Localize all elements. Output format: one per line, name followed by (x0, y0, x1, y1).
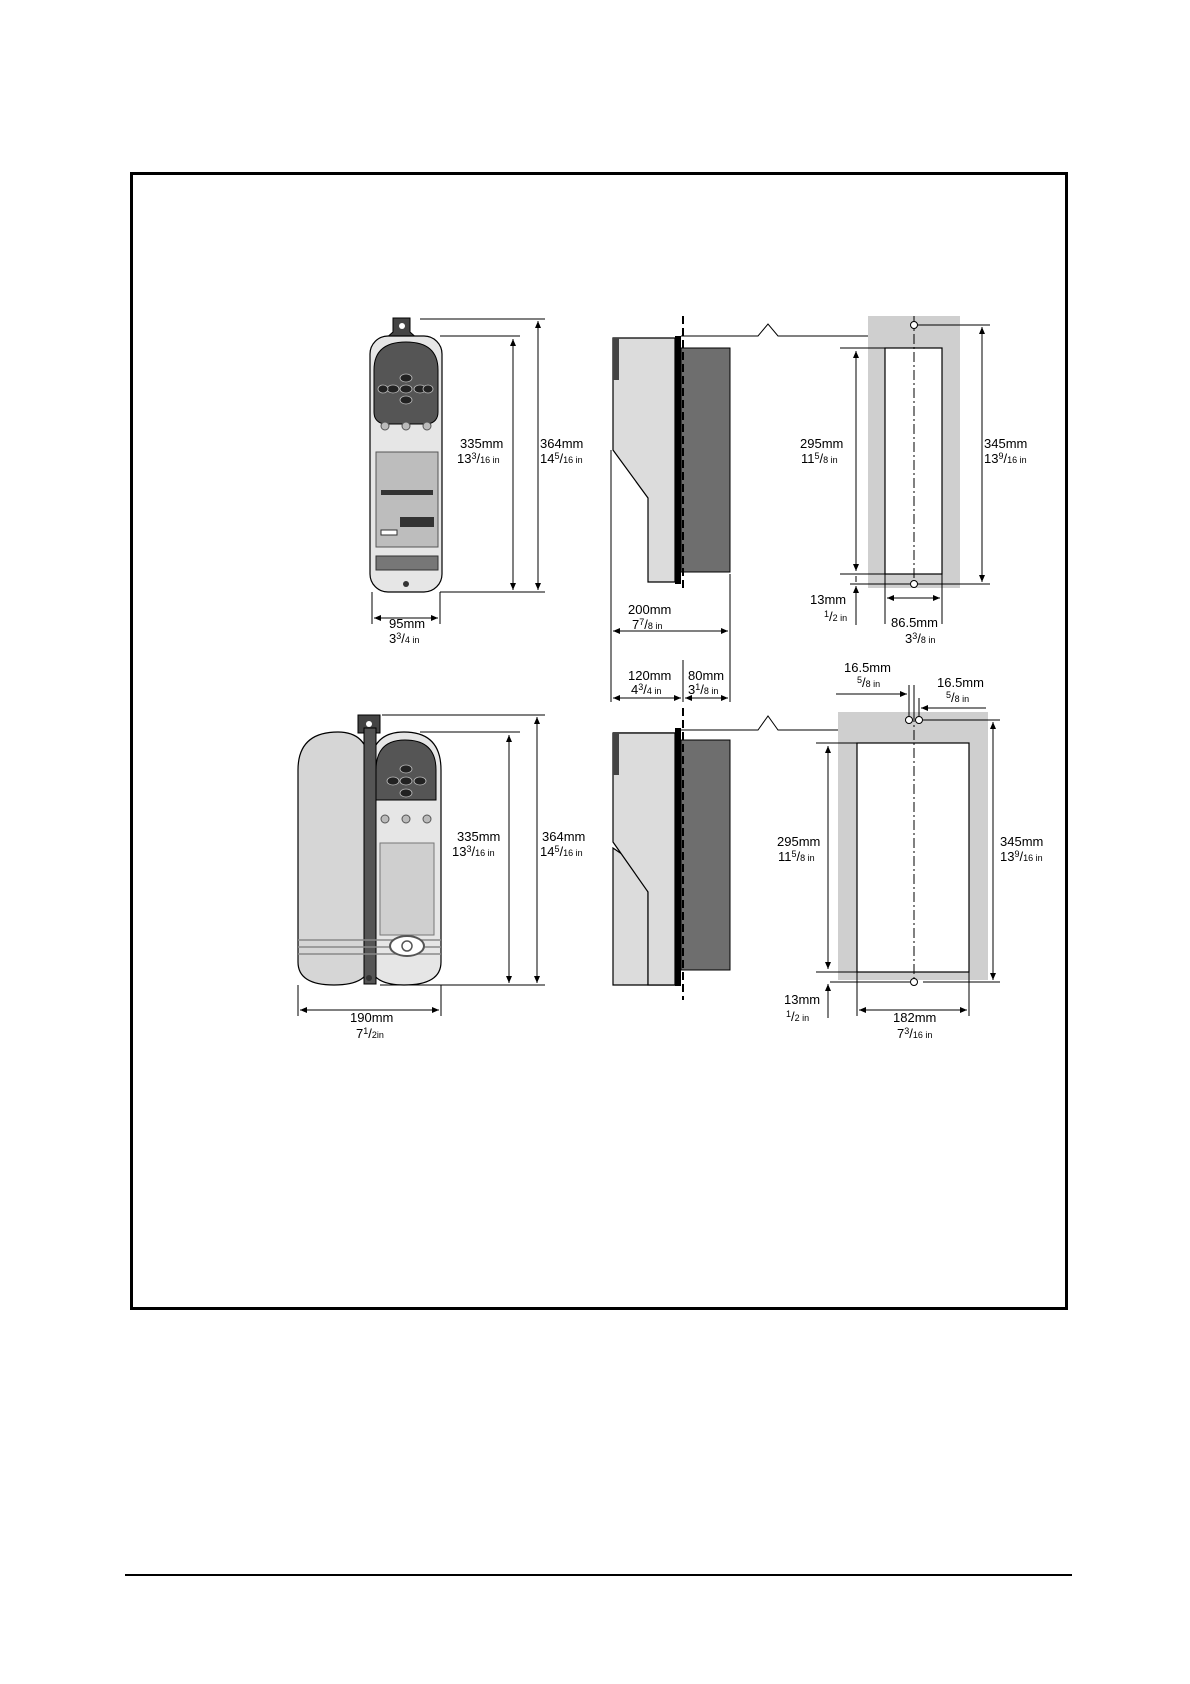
cutout-small-holes-in: $13^9_/16$ in (984, 451, 1027, 466)
small-width-in: $3^3_/4$ in (389, 631, 420, 646)
side-front-depth-in: $4^3_/4$ in (631, 682, 662, 697)
cutout-small-width-mm: 86.5mm (891, 615, 938, 630)
small-outer-height-in: $14^5_/16$ in (540, 451, 583, 466)
cutout-large-offset-mm: 13mm (784, 992, 821, 1007)
side-view-large (613, 708, 868, 1000)
small-outer-height-mm: 364mm (540, 436, 584, 451)
cutout-large-width-mm: 182mm (893, 1010, 937, 1025)
large-inner-height-in: $13^3_/16$ in (452, 844, 495, 859)
cutout-small-holes-mm: 345mm (984, 436, 1028, 451)
cutout-small-offset-in: $^1_/$2 in (824, 609, 848, 624)
cutout-large-hole-offset-left-mm: 16.5mm (844, 660, 891, 675)
side-front-depth-mm: 120mm (628, 668, 672, 683)
small-width-mm: 95mm (389, 616, 426, 631)
cutout-small-offset-mm: 13mm (810, 592, 847, 607)
cutout-large-holes-mm: 345mm (1000, 834, 1044, 849)
footer-rule (125, 1574, 1072, 1576)
cutout-small-width-in: $3^3_/8$ in (905, 631, 936, 646)
side-total-depth-in: $7^7_/8$ in (632, 617, 663, 632)
cutout-large-height-mm: 295mm (777, 834, 821, 849)
cutout-large-hole-offset-left-in: $^5_/$8 in (857, 675, 881, 690)
side-back-depth-mm: 80mm (688, 668, 725, 683)
large-width-in: $7^1_/2in$ (356, 1026, 384, 1041)
large-inner-height-mm: 335mm (457, 829, 501, 844)
side-view-small (613, 316, 868, 592)
cutout-large-height-in: $11^5_/8$ in (778, 849, 815, 864)
small-drive-front (370, 318, 442, 592)
cutout-small-height-mm: 295mm (800, 436, 844, 451)
cutout-large-width-in: $7^3_/16$ in (897, 1026, 933, 1041)
large-outer-height-mm: 364mm (542, 829, 586, 844)
side-total-depth-mm: 200mm (628, 602, 672, 617)
cutout-small-height-in: $11^5_/8$ in (801, 451, 838, 466)
large-width-mm: 190mm (350, 1010, 394, 1025)
cutout-large-holes-in: $13^9_/16$ in (1000, 849, 1043, 864)
side-back-depth-in: $3^1_/8$ in (688, 682, 719, 697)
cutout-large (838, 712, 988, 986)
large-outer-height-in: $14^5_/16$ in (540, 844, 583, 859)
small-inner-height-in: $13^3_/16$ in (457, 451, 500, 466)
cutout-large-hole-offset-right-in: $^5_/$8 in (946, 690, 970, 705)
cutout-large-hole-offset-right-mm: 16.5mm (937, 675, 984, 690)
large-drive-front (298, 715, 441, 985)
cutout-large-offset-in: $^1_/$2 in (786, 1009, 810, 1024)
small-inner-height-mm: 335mm (460, 436, 504, 451)
cutout-small (868, 316, 960, 588)
